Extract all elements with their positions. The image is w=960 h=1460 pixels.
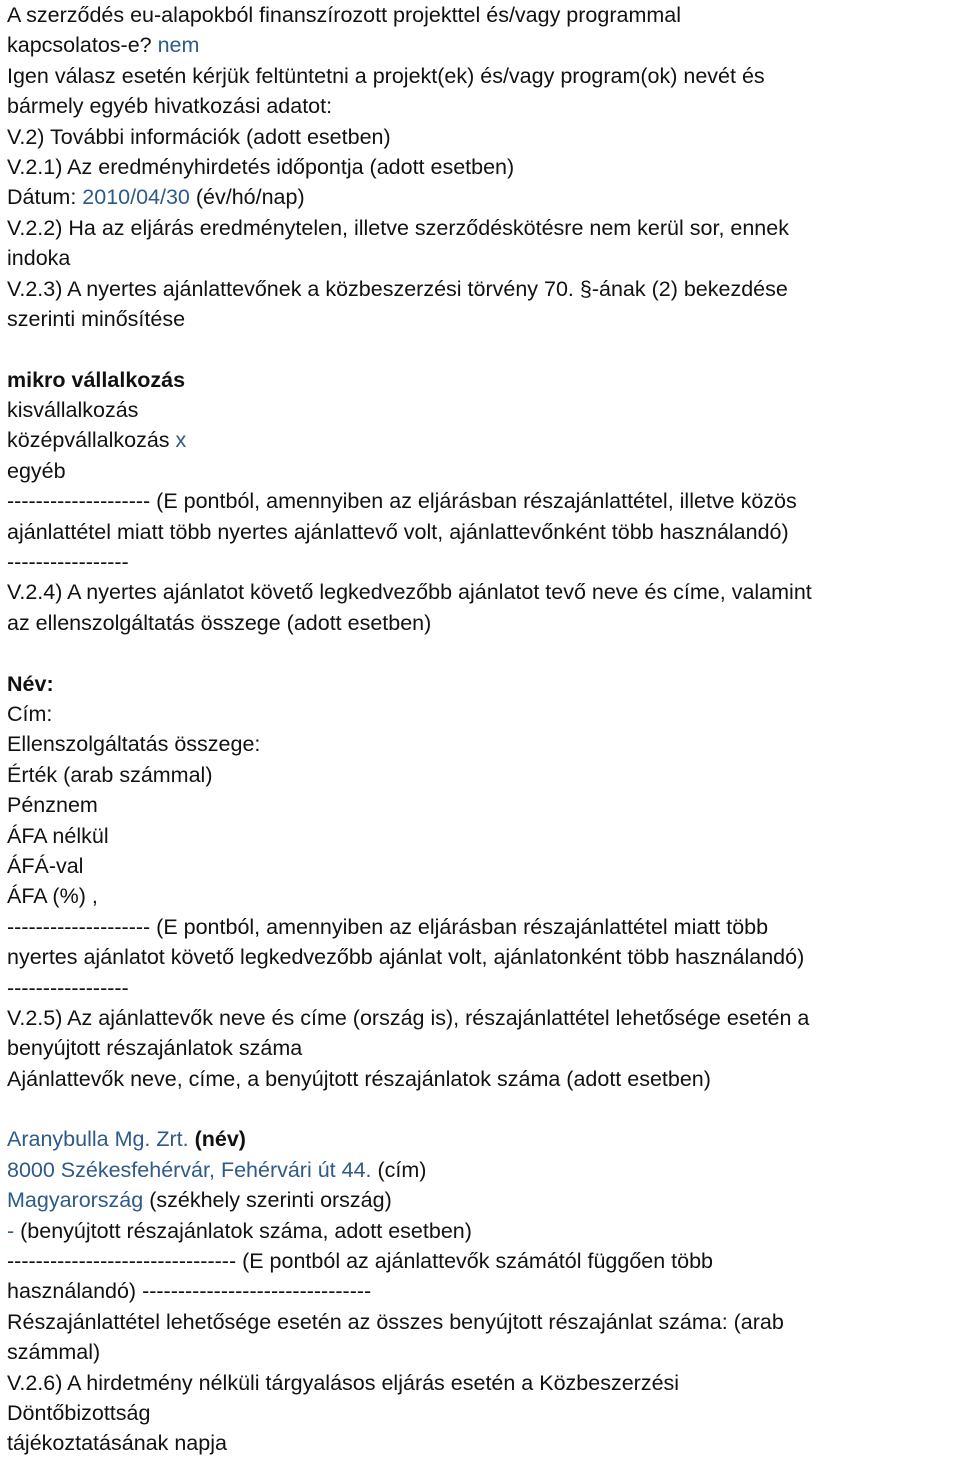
text: Döntőbizottság — [7, 1400, 151, 1425]
text-line — [7, 517, 960, 547]
text-line — [7, 0, 960, 30]
text: Érték (arab számmal) — [7, 762, 213, 787]
text: ÁFÁ-val — [7, 853, 84, 878]
text: ÁFA (%) , — [7, 884, 98, 909]
text: V.2.5) Az ajánlattevők neve és címe (ország is), részajánlattétel lehetősége esetén a — [7, 1005, 810, 1030]
text-line — [7, 1276, 960, 1306]
text-line — [7, 608, 960, 638]
text-line — [7, 1428, 960, 1458]
text: középvállalkozás — [7, 428, 176, 453]
text: Ajánlattevők neve, címe, a benyújtott részajánlatok száma (adott esetben) — [7, 1066, 711, 1091]
text: V.2.4) A nyertes ajánlatot követő legkedvezőbb ajánlatot tevő neve és címe, valamint — [7, 580, 812, 605]
field-label — [7, 881, 960, 911]
text: Részajánlattétel lehetősége esetén az összes benyújtott részajánlat száma: (arab — [7, 1309, 784, 1334]
text: Név: — [7, 671, 54, 696]
text: használandó) -------------------------------- — [7, 1279, 372, 1304]
separator-text — [7, 973, 960, 1003]
text-line — [7, 1398, 960, 1428]
answer-value: nem — [157, 33, 200, 58]
bidder-address-value: 8000 Székesfehérvár, Fehérvári út 44. — [7, 1157, 372, 1182]
section-heading — [7, 122, 960, 152]
field-label — [7, 699, 960, 729]
field-label — [7, 669, 960, 699]
bidder-country-line — [7, 1185, 960, 1215]
label: (cím) — [371, 1157, 427, 1182]
text: kisvállalkozás — [7, 398, 139, 423]
text: V.2.6) A hirdetmény nélküli tárgyalásos eljárás esetén a Közbeszerzési — [7, 1370, 680, 1395]
bidder-address-line — [7, 1155, 960, 1185]
separator-text — [7, 547, 960, 577]
spacer — [7, 638, 960, 668]
bidder-country-value: Magyarország — [7, 1188, 144, 1213]
text: -------------------------------- (E pontból az ajánlattevők számától függően több — [7, 1249, 714, 1274]
text: -------------------- (E pontból, amennyiben az eljárásban részajánlattétel miatt több — [7, 914, 769, 939]
field-label — [7, 790, 960, 820]
bidder-name-value: Aranybulla Mg. Zrt. — [7, 1127, 189, 1152]
label: (név) — [188, 1127, 246, 1152]
option — [7, 456, 960, 486]
text: szerinti minősítése — [7, 306, 186, 331]
text-line — [7, 1064, 960, 1094]
text-line — [7, 912, 960, 942]
text: egyéb — [7, 458, 66, 483]
section-heading — [7, 152, 960, 182]
label: (székhely szerinti ország) — [143, 1188, 392, 1213]
text: bármely egyéb hivatkozási adatot: — [7, 94, 333, 119]
label: (benyújtott részajánlatok száma, adott esetben) — [14, 1218, 472, 1243]
field-label — [7, 821, 960, 851]
text-line — [7, 1246, 960, 1276]
section-heading — [7, 1368, 960, 1398]
section-heading — [7, 577, 960, 607]
text-line — [7, 182, 960, 212]
section-heading — [7, 274, 960, 304]
text: ----------------- — [7, 550, 129, 575]
text: -------------------- (E pontból, amennyiben az eljárásban részajánlattétel, illetve közös — [7, 489, 797, 514]
text: tájékoztatásának napja — [7, 1431, 227, 1456]
text: kapcsolatos-e? — [7, 33, 158, 58]
text: mikro vállalkozás — [7, 367, 186, 392]
text: indoka — [7, 246, 71, 271]
field-label — [7, 851, 960, 881]
field-label — [7, 729, 960, 759]
text: Ellenszolgáltatás összege: — [7, 732, 261, 757]
field-label — [7, 760, 960, 790]
text: az ellenszolgáltatás összege (adott esetben) — [7, 610, 432, 635]
text: ajánlattétel miatt több nyertes ajánlattevő volt, ajánlattevőnként több használandó) — [7, 519, 789, 544]
option-selected — [7, 365, 960, 395]
text-line — [7, 1337, 960, 1367]
spacer — [7, 1094, 960, 1124]
text-line — [7, 942, 960, 972]
text: V.2.2) Ha az eljárás eredménytelen, illetve szerződéskötésre nem kerül sor, ennek — [7, 215, 789, 240]
text: V.2) További információk (adott esetben) — [7, 124, 391, 149]
section-heading — [7, 213, 960, 243]
text-line — [7, 61, 960, 91]
bidder-partbids-line — [7, 1216, 960, 1246]
option — [7, 425, 960, 455]
label: Dátum: — [7, 185, 83, 210]
text: ----------------- — [7, 975, 129, 1000]
text-line — [7, 91, 960, 121]
text: számmal) — [7, 1340, 101, 1365]
option — [7, 395, 960, 425]
text: nyertes ajánlatot követő legkedvezőbb ajánlat volt, ajánlatonként több használandó) — [7, 945, 805, 970]
text-line — [7, 243, 960, 273]
text: A szerződés eu-alapokból finanszírozott projekttel és/vagy programmal — [7, 3, 682, 27]
bidder-name-line — [7, 1124, 960, 1154]
text: Cím: — [7, 701, 53, 726]
text-line — [7, 304, 960, 334]
text: ÁFA nélkül — [7, 823, 109, 848]
date-value: 2010/04/30 — [82, 185, 190, 210]
text: Pénznem — [7, 793, 98, 818]
text: Igen válasz esetén kérjük feltüntetni a projekt(ek) és/vagy program(ok) nevét és — [7, 63, 765, 88]
text-line — [7, 1033, 960, 1063]
spacer — [7, 334, 960, 364]
text: benyújtott részajánlatok száma — [7, 1036, 303, 1061]
partbids-value: - — [7, 1218, 15, 1243]
text: V.2.3) A nyertes ajánlattevőnek a közbeszerzési törvény 70. §-ának (2) bekezdése — [7, 276, 788, 301]
mark-value: x — [175, 428, 187, 453]
text: V.2.1) Az eredményhirdetés időpontja (adott esetben) — [7, 154, 515, 179]
text-line — [7, 30, 960, 60]
text: (év/hó/nap) — [189, 185, 305, 210]
text-line — [7, 1307, 960, 1337]
section-heading — [7, 1003, 960, 1033]
text-line — [7, 486, 960, 516]
